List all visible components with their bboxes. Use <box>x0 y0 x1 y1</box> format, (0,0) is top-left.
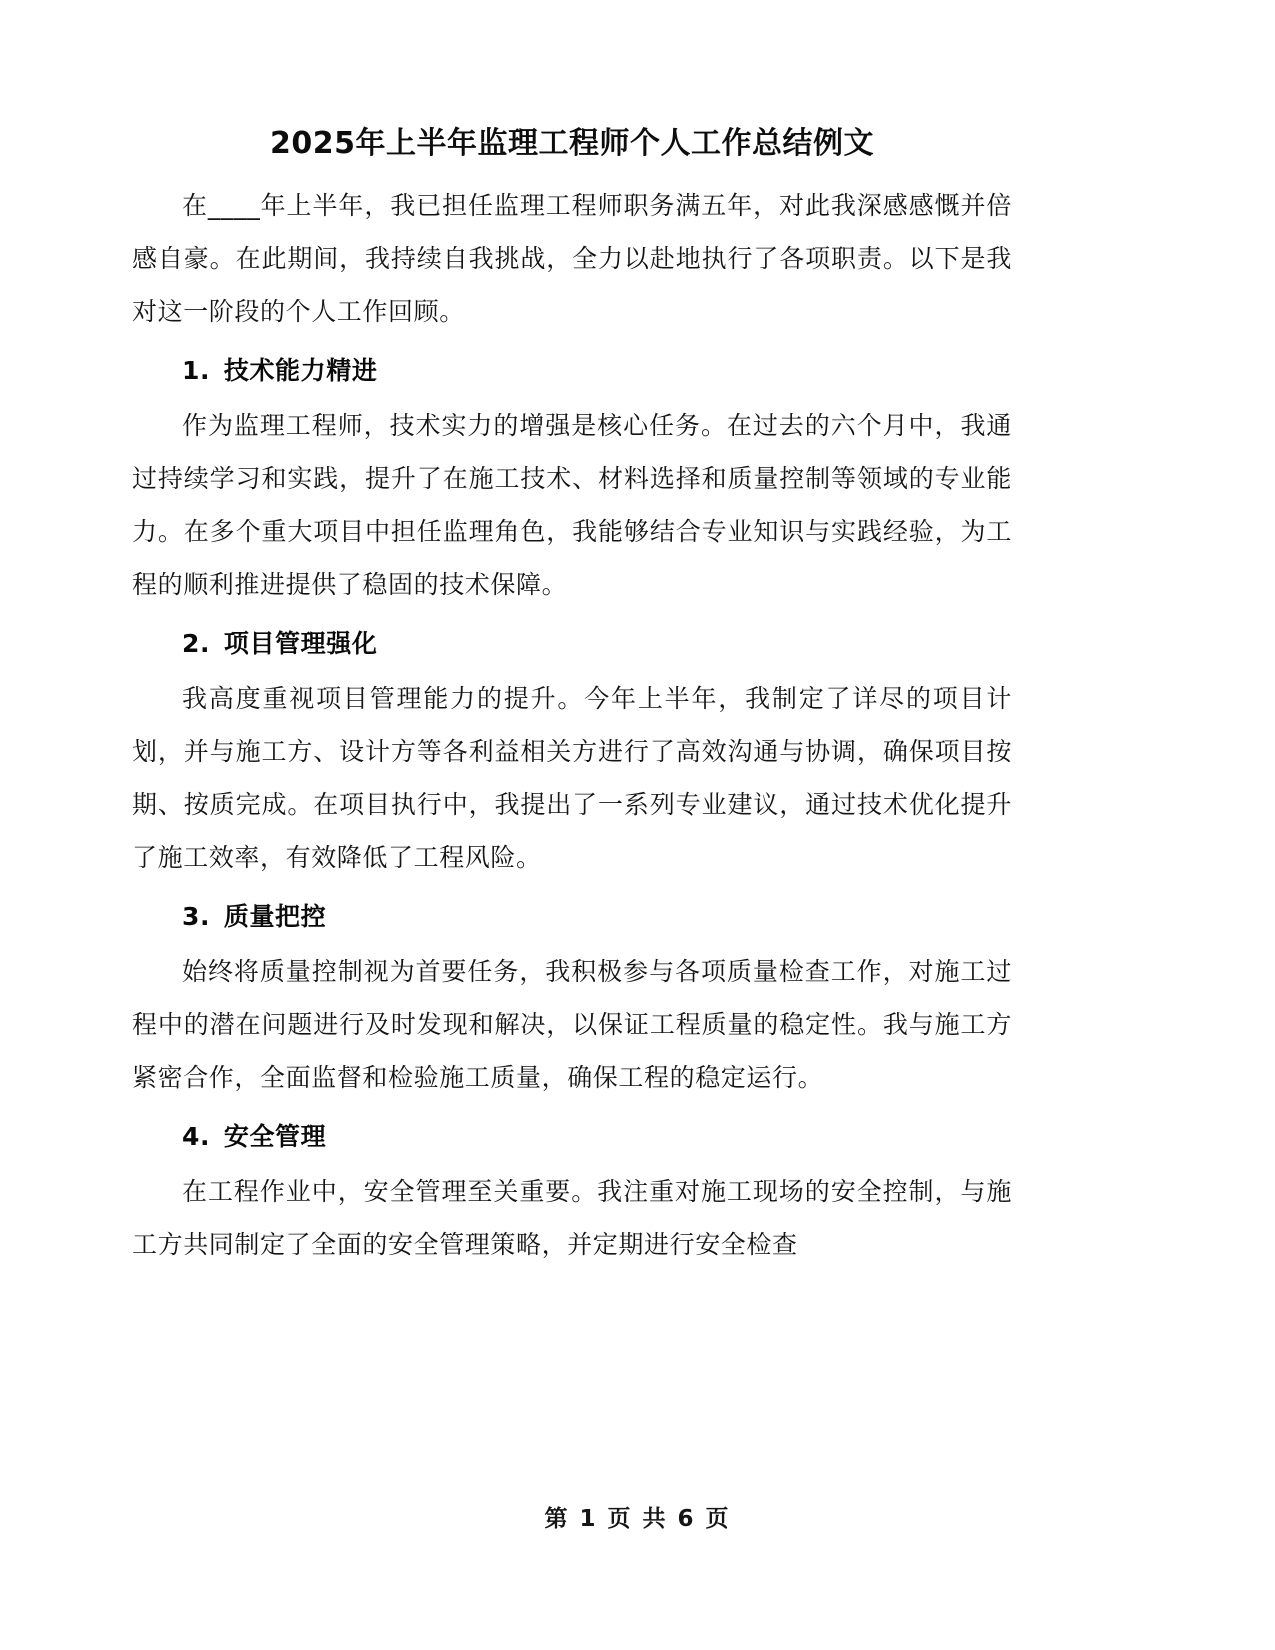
document-body <box>132 124 1012 1271</box>
section-title-4: 安全管理 <box>223 1121 327 1151</box>
section-number-3: 3. <box>182 901 211 931</box>
section-heading-2 <box>132 617 1012 670</box>
paragraph-section-1: 作为监理工程师，技术实力的增强是核心任务。在过去的六个月中，我通过持续学习和实践，提升了在施工技术、材料选择和质量控制等领域的专业能力。在多个重大项目中担任监理角色，我能够结合专业知识与实践经验，为工程的顺利推进提供了稳固的技术保障。 <box>132 410 1012 599</box>
paragraph-section-4: 在工程作业中，安全管理至关重要。我注重对施工现场的安全控制，与施工方共同制定了全面的安全管理策略，并定期进行安全检查 <box>132 1176 1012 1259</box>
paragraph-section-3: 始终将质量控制视为首要任务，我积极参与各项质量检查工作，对施工过程中的潜在问题进行及时发现和解决，以保证工程质量的稳定性。我与施工方紧密合作，全面监督和检验施工质量，确保工程的稳定运行。 <box>132 956 1012 1092</box>
footer-of-word: 共 <box>642 1506 668 1532</box>
section-title-1: 技术能力精进 <box>223 355 378 385</box>
paragraph-intro: 在____年上半年，我已担任监理工程师职务满五年，对此我深感感慨并倍感自豪。在此期间，我持续自我挑战，全力以赴地执行了各项职责。以下是我对这一阶段的个人工作回顾。 <box>132 190 1012 326</box>
section-title-3: 质量把控 <box>223 901 327 931</box>
paragraph-section-2: 我高度重视项目管理能力的提升。今年上半年，我制定了详尽的项目计划，并与施工方、设计方等各利益相关方进行了高效沟通与协调，确保项目按期、按质完成。在项目执行中，我提出了一系列专业建议，通过技术优化提升了施工效率，有效降低了工程风险。 <box>132 683 1012 872</box>
page-title: 2025年上半年监理工程师个人工作总结例文 <box>270 126 874 161</box>
section-heading-3 <box>132 890 1012 943</box>
footer-page-word-2: 页 <box>705 1506 731 1532</box>
page-footer <box>0 1500 1275 1533</box>
footer-prefix: 第 <box>544 1506 570 1532</box>
footer-page-word: 页 <box>607 1506 633 1532</box>
section-number-1: 1. <box>182 355 211 385</box>
section-title-2: 项目管理强化 <box>223 628 378 658</box>
footer-total-pages: 6 <box>677 1506 696 1532</box>
section-heading-4 <box>132 1110 1012 1163</box>
section-number-4: 4. <box>182 1121 211 1151</box>
section-heading-1 <box>132 344 1012 397</box>
section-number-2: 2. <box>182 628 211 658</box>
footer-current-page: 1 <box>579 1506 598 1532</box>
